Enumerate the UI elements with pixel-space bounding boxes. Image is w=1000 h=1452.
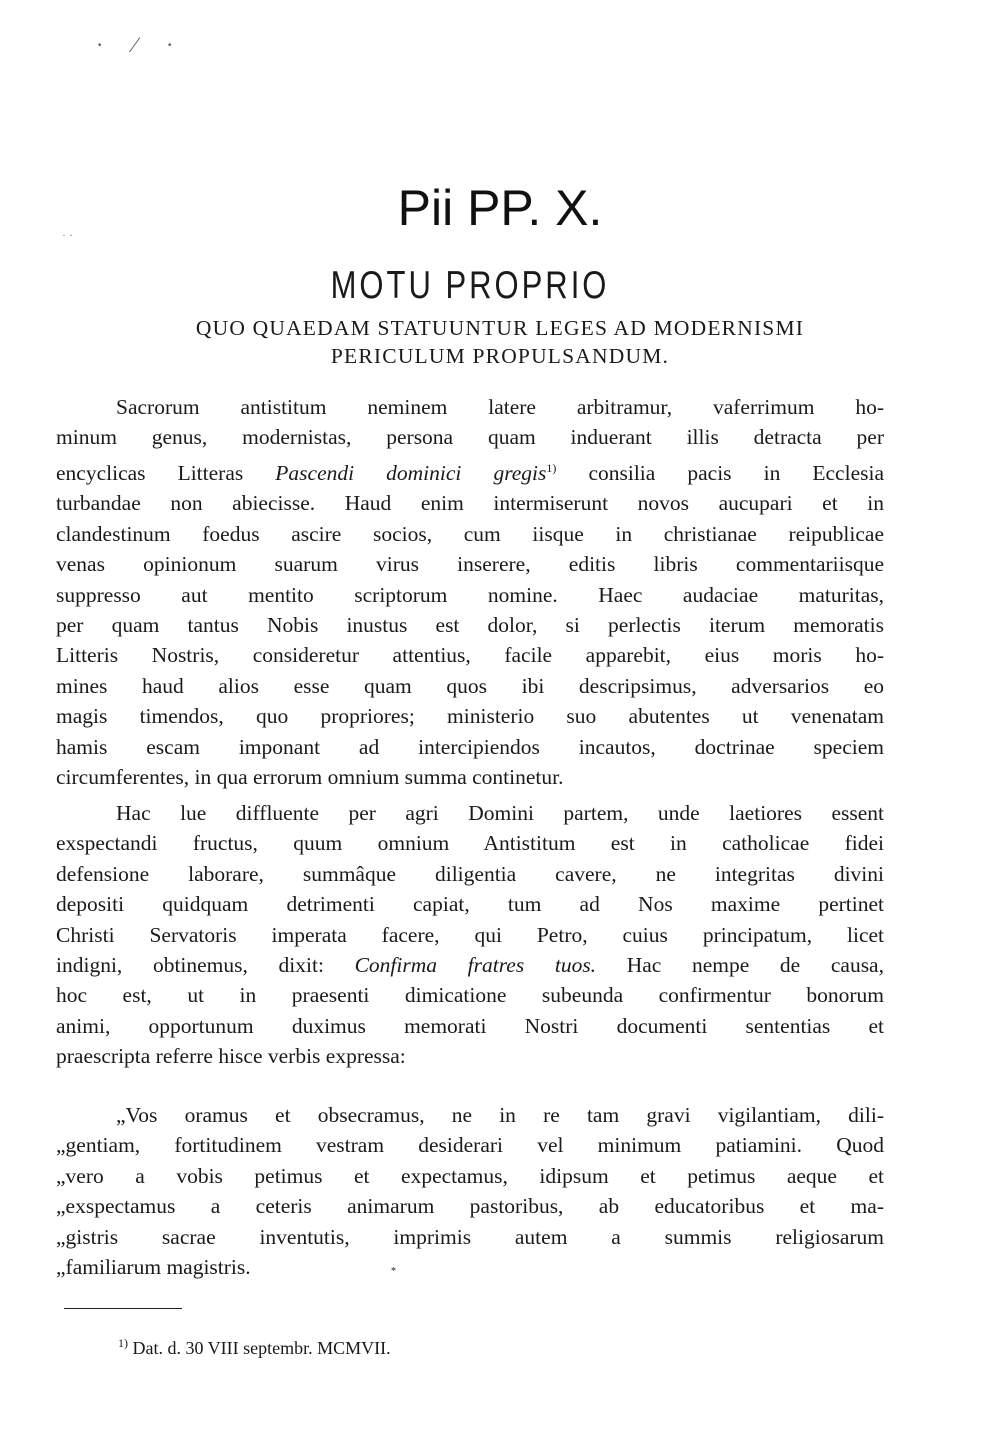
text-line: defensione laborare, summâque diligentia cavere, ne integritas divini	[56, 861, 884, 886]
stray-marks: · ⁄ ·	[96, 32, 186, 57]
text-segment: consilia pacis in Ecclesia	[556, 460, 884, 485]
page-title: Pii PP. X.	[397, 180, 603, 236]
text-line: venas opinionum suarum virus inserere, editis libris commentariisque	[56, 552, 884, 577]
text-line: exspectandi fructus, quum omnium Antistitum est in catholicae fidei	[56, 831, 884, 856]
text-line: turbandae non abiecisse. Haud enim intermiserunt novos aucupari et in	[56, 491, 884, 516]
paragraph-1	[56, 392, 884, 792]
footnote-divider	[64, 1308, 182, 1309]
text-line: Sacrorum antistitum neminem latere arbitramur, vaferrimum ho-	[116, 395, 884, 419]
text-line: praescripta referre hisce verbis expressa:	[56, 1044, 406, 1069]
italic-quote: Confirma fratres tuos.	[354, 953, 597, 978]
document-subtitle: MOTU PROPRIO	[330, 263, 610, 307]
paragraph-2	[56, 798, 884, 1072]
footnote-text: Dat. d. 30 VIII septembr. MCMVII.	[132, 1338, 391, 1358]
text-line: „vero a vobis petimus et expectamus, idipsum et petimus aeque et	[56, 1163, 884, 1188]
text-line: per quam tantus Nobis inustus est dolor, si perlectis iterum memoratis	[56, 613, 884, 637]
text-line: „Vos oramus et obsecramus, ne in re tam gravi vigilantiam, dili-	[116, 1103, 884, 1127]
text-line: clandestinum foedus ascire socios, cum iisque in christianae reipublicae	[56, 521, 884, 546]
text-line	[56, 950, 884, 980]
footnote	[118, 1330, 391, 1361]
text-line	[56, 453, 884, 489]
text-line: „familiarum magistris.	[56, 1255, 251, 1280]
text-line: „gentiam, fortitudinem vestram desiderari vel minimum patiamini. Quod	[56, 1133, 884, 1158]
text-line: Christi Servatoris imperata facere, qui Petro, cuius principatum, licet	[56, 922, 884, 947]
paragraph-3-quotation	[56, 1100, 884, 1282]
text-line: magis timendos, quo propriores; ministerio suo abutentes ut venenatam	[56, 704, 884, 729]
stray-mark: *	[391, 1266, 396, 1277]
heading-line-2: PERICULUM PROPULSANDUM.	[330, 344, 670, 368]
italic-title: Pascendi dominici gregis	[275, 460, 547, 485]
text-segment: encyclicas Litteras	[56, 460, 276, 485]
text-line: Hac lue diffluente per agri Domini partem, unde laetiores essent	[116, 801, 884, 825]
footnote-mark: 1)	[118, 1336, 128, 1350]
text-line: mines haud alios esse quam quos ibi descripsimus, adversarios eo	[56, 673, 884, 698]
text-line: Litteris Nostris, consideretur attentius, facile apparebit, eius moris ho-	[56, 643, 884, 668]
text-line: minum genus, modernistas, persona quam induerant illis detracta per	[56, 425, 884, 450]
heading-line-1: QUO QUAEDAM STATUUNTUR LEGES AD MODERNISMI	[195, 316, 805, 340]
text-line: hoc est, ut in praesenti dimicatione subeunda confirmentur bonorum	[56, 983, 884, 1008]
text-line: depositi quidquam detrimenti capiat, tum ad Nos maxime pertinet	[56, 892, 884, 917]
text-line: hamis escam imponant ad intercipiendos incautos, doctrinae speciem	[56, 734, 884, 759]
text-segment: indigni, obtinemus, dixit:	[56, 953, 355, 978]
footnote-ref: 1)	[546, 460, 557, 475]
text-segment: Hac nempe de causa,	[596, 953, 884, 978]
text-line: circumferentes, in qua errorum omnium summa continetur.	[56, 765, 564, 790]
text-line: „exspectamus a ceteris animarum pastoribus, ab educatoribus et ma-	[56, 1194, 884, 1219]
text-line: suppresso aut mentito scriptorum nomine. Haec audaciae maturitas,	[56, 582, 884, 607]
text-line: „gistris sacrae inventutis, imprimis autem a summis religiosarum	[56, 1224, 884, 1249]
text-line: animi, opportunum duximus memorati Nostri documenti sententias et	[56, 1013, 884, 1038]
document-heading	[100, 314, 900, 370]
stray-dots: · ·	[62, 228, 73, 242]
